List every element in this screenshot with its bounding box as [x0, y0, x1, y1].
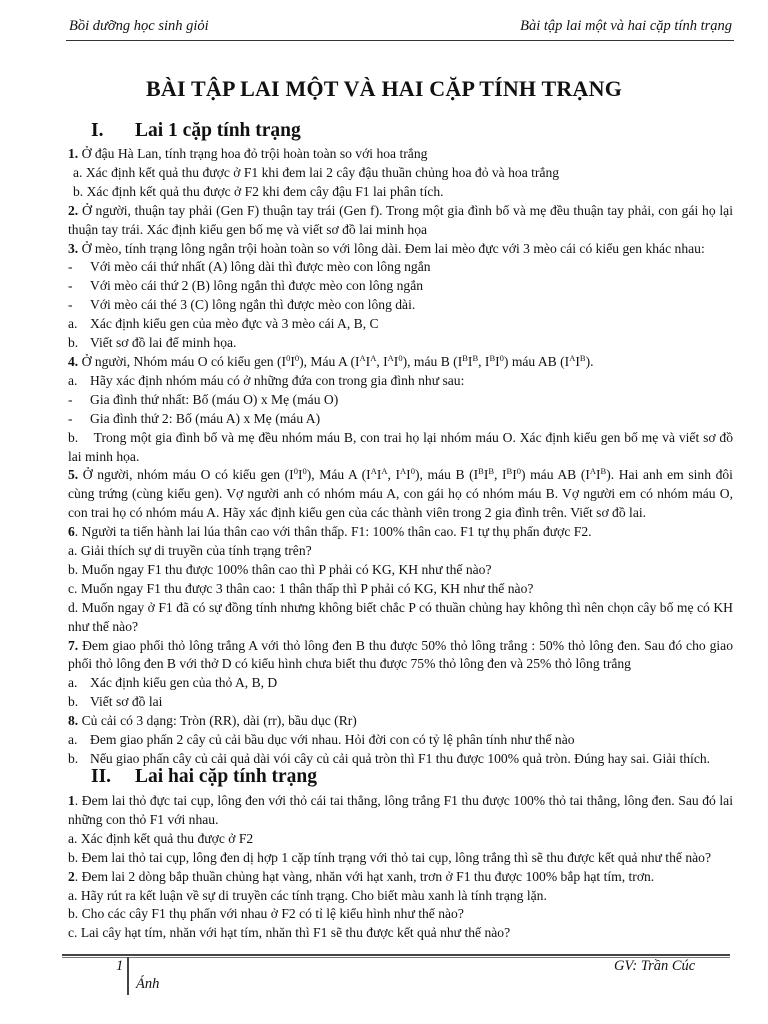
- question-text: Củ cải có 3 dạng: Tròn (RR), dài (rr), bầu dục (Rr): [78, 713, 357, 729]
- question-text: Ở đậu Hà Lan, tính trạng hoa đỏ trội hoàn toàn so với hoa trắng: [78, 146, 428, 161]
- header-left: Bồi dưỡng học sinh giỏi: [69, 18, 209, 34]
- list-marker: -: [68, 410, 73, 426]
- list-marker: b.: [68, 694, 79, 710]
- list-item-text: Với mèo cái thứ nhất (A) lông dài thì được mèo con lông ngắn: [90, 259, 431, 275]
- question-4-part-b: [68, 429, 733, 467]
- question-1-part-b: b. Đem lai thỏ tai cụp, lông đen dị hợp 1 cặp tính trạng với thỏ tai cụp, lông trắng thì sẽ thu được kết quả như thế nào?: [68, 849, 711, 865]
- list-item-text: Xác định kiểu gen của thỏ A, B, D: [90, 675, 278, 691]
- footer-divider: [127, 957, 129, 995]
- list-item: [68, 372, 733, 391]
- question-text: Ở người, nhóm máu O có kiểu gen (I: [78, 467, 294, 483]
- question-1-part-a: a. Xác định kết quả thu được ở F1 khi đem lai 2 cây đậu thuần chủng hoa đỏ và hoa trắng: [73, 164, 560, 180]
- question-6-part-d: d. Muốn ngay ở F1 đã có sự đồng tính nhưng không biết chắc P có thuần chủng hay không thì nên chọn cây bố mẹ có KH như thế nào?: [68, 599, 733, 634]
- question-text: ), Máu A (I: [306, 467, 371, 483]
- list-marker: -: [68, 297, 73, 313]
- page-number: 1: [116, 958, 124, 974]
- list-item: [68, 296, 733, 315]
- list-marker: -: [68, 259, 73, 275]
- question-number: 5.: [68, 467, 79, 483]
- list-item: [68, 410, 733, 429]
- list-item: [68, 674, 733, 693]
- question-2: [68, 868, 733, 887]
- question-text: Ở người, Nhóm máu O có kiểu gen (I: [78, 353, 287, 369]
- question-1: [68, 145, 733, 164]
- question-3: [68, 240, 733, 259]
- question-number: 7.: [68, 637, 79, 653]
- question-number: 1: [68, 793, 75, 808]
- question-number: 6: [68, 524, 75, 540]
- document-title: BÀI TẬP LAI MỘT VÀ HAI CẶP TÍNH TRẠNG: [145, 76, 623, 101]
- list-item: [68, 258, 733, 277]
- question-7: [68, 637, 733, 675]
- list-marker: b.: [68, 335, 79, 351]
- list-item: [68, 731, 733, 750]
- question-text: Ở mèo, tính trạng lông ngắn trội hoàn toàn so với lông dài. Đem lai mèo đực với 3 mèo cái có kiểu gen khác nhau:: [78, 240, 705, 256]
- question-6-part-b: b. Muốn ngay F1 thu được 100% thân cao thì P phải có KG, KH như thế nào?: [68, 561, 492, 577]
- question-text: ) máu AB (I: [521, 467, 590, 483]
- list-marker: b.: [68, 751, 79, 766]
- list-item-text: Với mèo cái thé 3 (C) lông ngắn thì được mèo con lông dài.: [90, 297, 416, 313]
- question-text: ), Máu A (I: [299, 353, 360, 369]
- list-item-text: Gia đình thứ 2: Bố (máu A) x Mẹ (máu A): [90, 410, 321, 426]
- question-text: ), máu B (I: [414, 467, 479, 483]
- list-marker: a.: [68, 675, 78, 691]
- list-item-text: Xác định kiểu gen của mèo đực và 3 mèo cái A, B, C: [90, 316, 379, 332]
- question-number: 8.: [68, 713, 79, 729]
- page-header: [69, 18, 732, 40]
- list-marker: -: [68, 278, 73, 294]
- question-2-part-b: b. Cho các cây F1 thụ phấn với nhau ở F2 có tỉ lệ kiểu hình như thế nào?: [68, 906, 464, 922]
- list-marker: b.: [68, 429, 79, 445]
- question-text: Đem giao phối thỏ lông trắng A với thỏ lông đen B thu được 50% thỏ lông trắng : 50% thỏ lông đen. Sau đó cho giao phối thỏ lông đen B với thở D có kiểu hình chưa biết thu được 75% thỏ lông đen và 25% thỏ lông trắng: [68, 637, 733, 672]
- question-1-part-a: a. Xác định kết quả thu được ở F2: [68, 830, 254, 846]
- question-2-part-a: a. Hãy rút ra kết luận về sự di truyền các tính trạng. Cho biết màu xanh là tính trạng lặn.: [68, 887, 547, 903]
- section-number: I.: [91, 120, 104, 141]
- question-text: ), máu B (I: [402, 353, 463, 369]
- question-1-part-b: b. Xác định kết quả thu được ở F2 khi đem cây đậu F1 lai phân tích.: [73, 183, 444, 199]
- section-number: II.: [91, 766, 112, 787]
- question-text: . Đem lai thỏ đực tai cụp, lông đen với thỏ cái tai thẳng, lông trắng F1 thu được 100% thỏ tai thẳng, lông đen. Sau đó lai những con thỏ F1 với nhau.: [68, 793, 733, 827]
- section-title: Lai 1 cặp tính trạng: [135, 120, 301, 141]
- list-item-text: Hãy xác định nhóm máu có ở những đứa con trong gia đình như sau:: [90, 372, 465, 388]
- question-6-part-c: c. Muốn ngay F1 thu được 3 thân cao: 1 thân thấp thì P phải có KG, KH như thế nào?: [68, 580, 534, 596]
- list-item-text: Gia đình thứ nhất: Bố (máu O) x Mẹ (máu O): [90, 391, 339, 407]
- footer-author: GV: Trần Cúc: [614, 958, 696, 974]
- question-6-part-a: a. Giải thích sự di truyền của tính trạng trên?: [68, 543, 312, 559]
- question-text: . Người ta tiến hành lai lúa thân cao với thân thấp. F1: 100% thân cao. F1 tự thụ phấn được F2.: [74, 524, 592, 540]
- list-marker: a.: [68, 372, 78, 388]
- section-1-heading: [91, 120, 301, 142]
- question-8: [68, 712, 733, 731]
- question-text: ) máu AB (I: [503, 353, 570, 369]
- question-1: [68, 792, 733, 830]
- question-number: 1.: [68, 146, 79, 161]
- question-number: 2.: [68, 202, 79, 218]
- question-number: 4.: [68, 353, 79, 369]
- section-title: Lai hai cặp tính trạng: [135, 766, 318, 787]
- list-item: [68, 277, 733, 296]
- header-right: Bài tập lai một và hai cặp tính trạng: [520, 18, 732, 34]
- section-2-body: [68, 792, 733, 943]
- section-2-heading: [91, 766, 317, 788]
- list-item-text: Với mèo cái thứ 2 (B) lông ngắn thì được mèo con lông ngắn: [90, 278, 424, 294]
- question-2-part-c: c. Lai cây hạt tím, nhăn với hạt tím, nhăn thì F1 sẽ thu được kết quả như thế nào?: [68, 925, 511, 941]
- list-marker: -: [68, 391, 73, 407]
- question-2: [68, 202, 733, 240]
- list-marker: a.: [68, 316, 78, 332]
- question-number: 2: [68, 868, 75, 884]
- list-item: [68, 315, 733, 334]
- list-item-text: Nếu giao phấn cây củ cải quả dài vói cây củ cải quả tròn thì F1 thu được 100% quả tròn. Đúng hay sai. Giải thích.: [90, 751, 711, 766]
- footer-rule: [62, 954, 730, 956]
- question-number: 3.: [68, 240, 79, 256]
- section-1-body: [68, 145, 733, 769]
- question-6: [68, 523, 733, 542]
- list-item-text: Trong một gia đình bố và mẹ đều nhóm máu B, con trai họ lại nhóm máu O. Xác định kiểu gen bố mẹ và viết sơ đồ lai minh họa.: [68, 429, 734, 464]
- list-item: [68, 693, 733, 712]
- question-text: Ở người, thuận tay phải (Gen F) thuận tay trái (Gen f). Trong một gia đình bố và mẹ đều thuận tay phải, con gái họ lại thuận tay trái. Xác định kiểu gen bố mẹ và viết sơ đồ lai minh họa: [68, 202, 733, 237]
- list-item: [68, 391, 733, 410]
- question-text: ).: [585, 353, 594, 369]
- list-item: [68, 334, 733, 353]
- list-marker: a.: [68, 732, 78, 748]
- list-item-text: Viết sơ đồ lai để minh họa.: [90, 335, 237, 351]
- question-text: ). Hai anh em sinh đôi cùng trứng (cùng kiểu gen). Vợ người anh có nhóm máu A, con gái họ có nhóm máu B. Vợ người em có nhóm máu O, con trai họ có nhóm máu A. Hãy xác định kiểu gen của các thành viên trong 2 gia đình trên. Viết sơ đồ lai.: [68, 467, 733, 521]
- question-4: 4. Ở người, Nhóm máu O có kiểu gen $(I^0I^0)$, Máu A ($I^AI^A$, $I^AI^0$), máu B ($I^BI^B$, $I^BI^0$) máu AB $(I^AI^B)$.: [68, 352, 594, 369]
- footer-author-continued: Ánh: [136, 976, 160, 992]
- question-5: 5. Ở người, nhóm máu O có kiểu gen $(I^0I^0)$, Máu A ($I^AI^A$, $I^AI^0$), máu B ($I^BI^B$, $I^BI^0$) máu AB $(I^AI^B)$. Hai anh em sinh đôi cùng trứng (cùng kiểu gen). Vợ người anh có nhóm máu A, con gái họ có nhóm máu B. Vợ người em có nhóm máu O, con trai họ có nhóm máu A. Hãy xác định kiểu gen của các thành viên trong 2 gia đình trên. Viết sơ đồ lai.: [68, 466, 733, 521]
- list-item-text: Đem giao phấn 2 cây củ cải bầu dục với nhau. Hỏi đời con có tỷ lệ phân tính như thế nào: [90, 732, 575, 748]
- header-rule: [66, 40, 734, 41]
- question-text: . Đem lai 2 dòng bắp thuần chủng hạt vàng, nhăn với hạt xanh, trơn ở F1 thu được 100% bắp hạt tím, trơn.: [74, 868, 655, 884]
- list-item-text: Viết sơ đồ lai: [90, 694, 163, 710]
